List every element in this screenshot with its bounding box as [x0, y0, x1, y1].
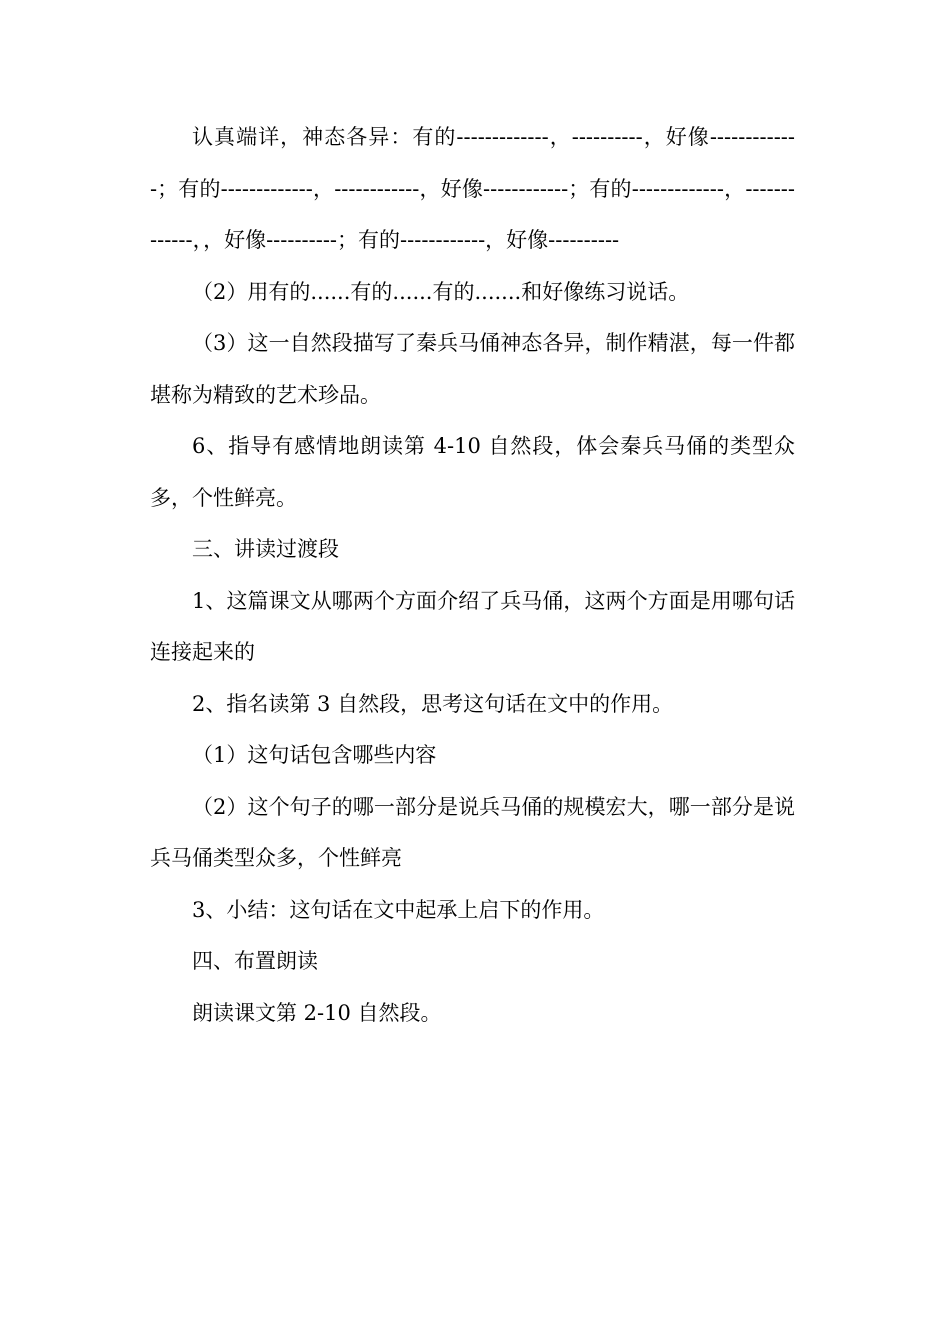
section-heading-transition: 三、讲读过渡段: [192, 537, 339, 561]
paragraph-conclusion: 3、小结：这句话在文中起承上启下的作用。: [192, 897, 605, 922]
section-heading-assignment: 四、布置朗读: [192, 949, 318, 973]
paragraph-expression-practice: 认真端详，神态各异：有的-------------，----------，好像-------------；有的-------------，------------，好像------------；有的-------------，-------------，，好像----------；有的------------，好像----------: [150, 125, 795, 252]
paragraph-assignment: 朗读课文第 2-10 自然段。: [192, 1000, 442, 1025]
paragraph-subquestion-1: （1）这句话包含哪些内容: [192, 743, 437, 767]
paragraph-summary: （3）这一自然段描写了秦兵马俑神态各异，制作精湛，每一件都堪称为精致的艺术珍品。: [150, 331, 795, 407]
paragraph-question-1: 1、这篇课文从哪两个方面介绍了兵马俑，这两个方面是用哪句话连接起来的: [150, 588, 795, 664]
document-page: [150, 112, 795, 1039]
paragraph-speaking-practice: （2）用有的......有的......有的.......和好像练习说话。: [192, 279, 690, 304]
paragraph-subquestion-2: （2）这个句子的哪一部分是说兵马俑的规模宏大，哪一部分是说兵马俑类型众多，个性鲜亮: [150, 794, 795, 870]
paragraph-reading-guidance: 6、指导有感情地朗读第 4-10 自然段，体会秦兵马俑的类型众多，个性鲜亮。: [150, 434, 795, 510]
paragraph-question-2: 2、指名读第 3 自然段，思考这句话在文中的作用。: [192, 691, 674, 716]
